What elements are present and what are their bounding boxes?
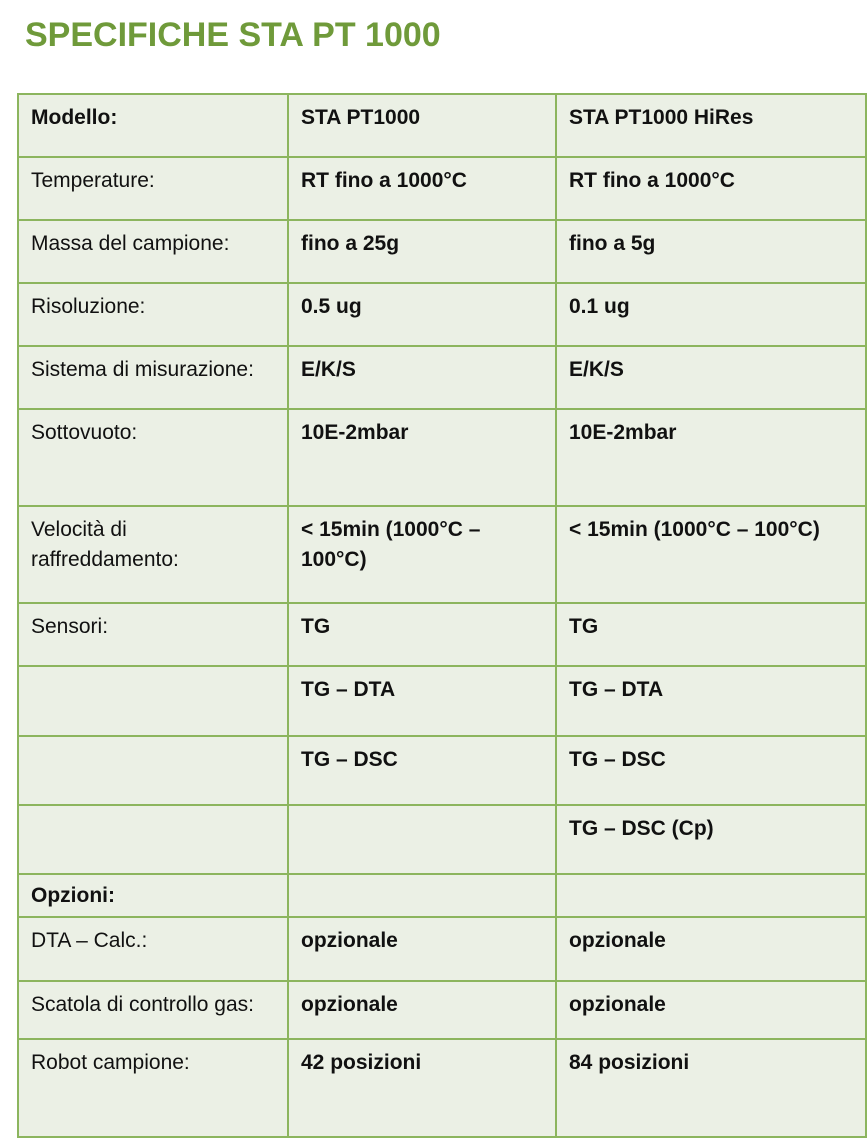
row-label: DTA – Calc.: — [18, 917, 288, 981]
table-row — [18, 346, 866, 409]
cell-sta-pt1000-hires: E/K/S — [556, 346, 866, 409]
row-label: Temperature: — [18, 157, 288, 220]
table-row — [18, 603, 866, 666]
cell-sta-pt1000: 10E-2mbar — [288, 409, 556, 506]
table-row — [18, 506, 866, 603]
cell-sta-pt1000-hires: 0.1 ug — [556, 283, 866, 346]
cell-sta-pt1000 — [288, 805, 556, 874]
cell-sta-pt1000-hires: opzionale — [556, 917, 866, 981]
cell-sta-pt1000: 0.5 ug — [288, 283, 556, 346]
row-label: Risoluzione: — [18, 283, 288, 346]
row-label: Sensori: — [18, 603, 288, 666]
cell-sta-pt1000: TG – DSC — [288, 736, 556, 805]
page-title: SPECIFICHE STA PT 1000 — [25, 16, 441, 54]
table-row — [18, 736, 866, 805]
table-row — [18, 94, 866, 157]
row-label: Modello: — [18, 94, 288, 157]
table-row — [18, 157, 866, 220]
cell-sta-pt1000-hires: < 15min (1000°C – 100°C) — [556, 506, 866, 603]
cell-sta-pt1000-hires: fino a 5g — [556, 220, 866, 283]
cell-sta-pt1000-hires: RT fino a 1000°C — [556, 157, 866, 220]
table-row — [18, 805, 866, 874]
spec-table — [17, 93, 867, 1138]
cell-sta-pt1000-hires: STA PT1000 HiRes — [556, 94, 866, 157]
cell-sta-pt1000-hires: 10E-2mbar — [556, 409, 866, 506]
cell-sta-pt1000-hires: TG – DTA — [556, 666, 866, 736]
row-label: Massa del campione: — [18, 220, 288, 283]
table-row — [18, 917, 866, 981]
table-row — [18, 220, 866, 283]
cell-sta-pt1000: 42 posizioni — [288, 1039, 556, 1137]
cell-sta-pt1000-hires: 84 posizioni — [556, 1039, 866, 1137]
table-row — [18, 874, 866, 917]
table-row — [18, 1039, 866, 1137]
cell-sta-pt1000: opzionale — [288, 981, 556, 1039]
table-row — [18, 666, 866, 736]
row-label — [18, 805, 288, 874]
row-label: Sistema di misurazione: — [18, 346, 288, 409]
row-label: Opzioni: — [18, 874, 288, 917]
table-row — [18, 409, 866, 506]
row-label: Robot campione: — [18, 1039, 288, 1137]
cell-sta-pt1000: fino a 25g — [288, 220, 556, 283]
cell-sta-pt1000: TG – DTA — [288, 666, 556, 736]
cell-sta-pt1000: E/K/S — [288, 346, 556, 409]
cell-sta-pt1000: RT fino a 1000°C — [288, 157, 556, 220]
row-label: Velocità di raffreddamento: — [18, 506, 288, 603]
cell-sta-pt1000: < 15min (1000°C – 100°C) — [288, 506, 556, 603]
row-label — [18, 666, 288, 736]
row-label: Sottovuoto: — [18, 409, 288, 506]
cell-sta-pt1000: opzionale — [288, 917, 556, 981]
cell-sta-pt1000-hires: opzionale — [556, 981, 866, 1039]
cell-sta-pt1000: STA PT1000 — [288, 94, 556, 157]
cell-sta-pt1000-hires: TG – DSC — [556, 736, 866, 805]
cell-sta-pt1000: TG — [288, 603, 556, 666]
cell-sta-pt1000-hires: TG – DSC (Cp) — [556, 805, 866, 874]
table-row — [18, 283, 866, 346]
table-row — [18, 981, 866, 1039]
row-label — [18, 736, 288, 805]
row-label: Scatola di controllo gas: — [18, 981, 288, 1039]
cell-sta-pt1000-hires: TG — [556, 603, 866, 666]
cell-sta-pt1000 — [288, 874, 556, 917]
cell-sta-pt1000-hires — [556, 874, 866, 917]
